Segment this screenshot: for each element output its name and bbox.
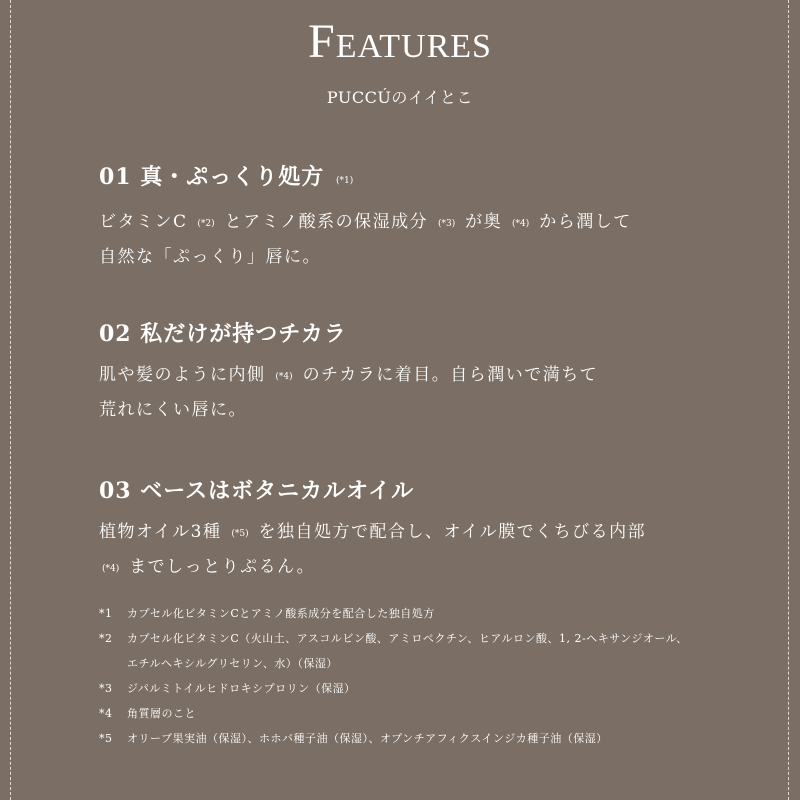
feature-01: [99, 160, 699, 274]
footnote-mark: *4: [99, 707, 113, 720]
body-text: 荒れにくい唇に。: [99, 400, 247, 420]
footnote-text: オリーブ果実油（保湿）、ホホバ種子油（保湿）、オプンチアフィクスインジカ種子油（保湿）: [127, 732, 608, 745]
body-text: のチカラに着目。自ら潤いで満ちて: [302, 365, 599, 385]
footnotes: [99, 601, 694, 751]
footnote-ref: (*1): [335, 176, 354, 186]
feature-03: [99, 474, 699, 586]
footnote-text: カプセル化ビタミンC（火山土、アスコルビン酸、アミロペクチン、ヒアルロン酸、1, 2-ヘキサンジオール、エチルヘキシルグリセリン、水）（保湿）: [127, 632, 688, 670]
footnote-text: ジパルミトイルヒドロキシプロリン（保湿）: [127, 682, 356, 695]
footnote-mark: *5: [99, 732, 113, 745]
feature-heading-text: 03 ベースはボタニカルオイル: [99, 478, 415, 504]
body-line: [99, 551, 699, 586]
body-line: [99, 206, 699, 241]
page-title: Features: [308, 15, 492, 68]
body-text: 植物オイル3種: [99, 522, 222, 542]
footnote-ref: (*4): [102, 564, 120, 574]
feature-heading: [99, 317, 699, 351]
footnote-ref: (*3): [437, 219, 456, 229]
footnote-mark: *1: [99, 607, 113, 620]
body-text: とアミノ酸系の保湿成分: [224, 212, 429, 232]
body-text: までしっとりぷるん。: [129, 557, 316, 577]
body-line: [99, 394, 699, 427]
footnote-item: [99, 701, 694, 726]
feature-heading: [99, 474, 699, 508]
feature-heading: [99, 160, 699, 198]
page-subtitle: PUCCÚのイイとこ: [326, 88, 474, 107]
feature-body: [99, 359, 699, 427]
footnote-text: カプセル化ビタミンCとアミノ酸系成分を配合した独自処方: [127, 607, 435, 620]
body-line: [99, 359, 699, 394]
body-text: 自然な「ぷっくり」唇に。: [99, 247, 321, 267]
footnote-item: [99, 601, 694, 626]
footnote-item: [99, 676, 694, 701]
feature-02: [99, 317, 699, 427]
body-text: から潤して: [539, 212, 632, 232]
dashed-border-left: [10, 0, 11, 800]
footnote-ref: (*2): [197, 219, 215, 229]
dashed-border-right: [788, 0, 789, 800]
body-text: を独自処方で配合し、オイル膜でくちびる内部: [258, 522, 647, 542]
footnote-item: [99, 726, 694, 751]
body-text: ビタミンC: [99, 212, 188, 232]
feature-heading-text: 01 真・ぷっくり処方: [99, 164, 325, 190]
footnote-text: 角質層のこと: [127, 707, 196, 720]
body-line: [99, 516, 699, 551]
body-text: 肌や髪のように内側: [99, 365, 266, 385]
body-text: が奥: [465, 212, 503, 232]
footnote-mark: *2: [99, 632, 113, 645]
footnote-mark: *3: [99, 682, 113, 695]
feature-body: [99, 206, 699, 274]
body-line: [99, 241, 699, 274]
footnote-item: [99, 626, 694, 676]
feature-body: [99, 516, 699, 586]
footnote-ref: (*4): [512, 219, 530, 229]
footnote-ref: (*5): [231, 529, 249, 539]
footnote-ref: (*4): [275, 372, 293, 382]
feature-heading-text: 02 私だけが持つチカラ: [99, 321, 347, 347]
